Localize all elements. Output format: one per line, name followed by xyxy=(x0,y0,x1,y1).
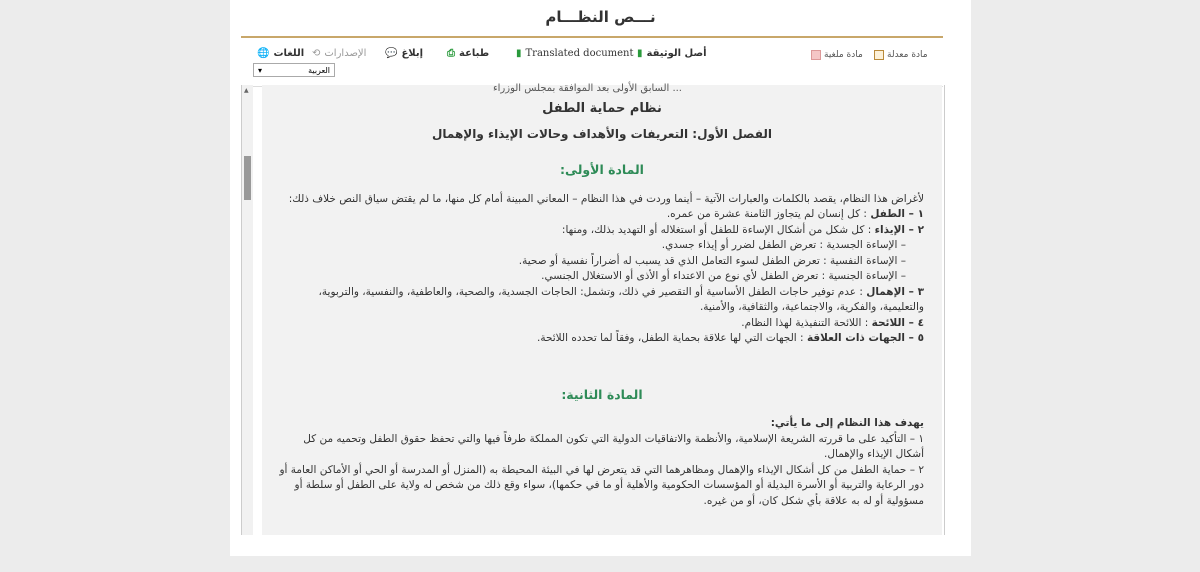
definition-text: : كل شكل من أشكال الإساءة للطفل أو استغلاله أو التهديد بذلك، ومنها: xyxy=(561,223,872,236)
amended-label: مادة معدلة xyxy=(887,50,928,60)
definition-text: : كل إنسان لم يتجاوز الثامنة عشرة من عمره. xyxy=(666,208,867,220)
file-icon: ▮ xyxy=(637,48,643,59)
languages-button[interactable] xyxy=(257,48,304,59)
repealed-swatch xyxy=(811,50,821,60)
document-body xyxy=(262,85,942,535)
definition-term: ٥ – الجهات ذات العلاقة xyxy=(806,332,924,344)
languages-label: اللغات xyxy=(273,48,305,59)
printer-icon: ⎙ xyxy=(447,48,455,59)
objective-item: ٢ – حماية الطفل من كل أشكال الإيذاء والإهمال ومظاهرهما التي قد يتعرض لها في البيئة المحيطة به (المنزل أو المدرسة أو الحي أو الأماكن العامة أو دور الرعاية والتربية أو الأسرة البديلة أو المؤسسات الحكومية والأهلية أو ما في حكمها)، سواء وقع ذلك من شخص له ولاية على الطفل أو سلطة أو مسؤولية أو له به علاقة بأي شكل كان، أو من غيره. xyxy=(279,463,924,507)
print-label: طباعة xyxy=(459,48,490,59)
globe-icon: 🌐 xyxy=(257,48,270,59)
repealed-legend xyxy=(811,50,863,60)
definition-item xyxy=(276,207,924,223)
amended-legend xyxy=(874,50,928,60)
scroll-thumb[interactable] xyxy=(244,156,251,200)
article-2-heading: المادة الثانية: xyxy=(561,386,643,402)
definition-item xyxy=(276,316,924,332)
definition-item xyxy=(276,331,924,347)
definition-term: ١ – الطفل xyxy=(870,208,924,220)
definition-term: ٢ – الإيذاء xyxy=(874,223,924,236)
objective-item: ١ – التأكيد على ما قررته الشريعة الإسلامية، والأنظمة والاتفاقيات الدولية التي تكون المملكة طرفاً فيها والتي تحفظ حقوق الطفل وتحميه من كل أشكال الإيذاء والإهمال. xyxy=(303,432,924,460)
sub-definition: – الإساءة النفسية : تعرض الطفل لسوء التعامل الذي قد يسبب له أضراراً نفسية أو صحية. xyxy=(518,254,906,267)
definition-term: ٣ – الإهمال xyxy=(866,285,924,298)
article-2-intro: يهدف هذا النظام إلى ما يأتي: xyxy=(770,417,924,429)
page-title: نـــص النظـــام xyxy=(545,8,656,26)
law-title: نظام حماية الطفل xyxy=(542,101,662,116)
scroll-up-icon[interactable]: ▲ xyxy=(244,87,249,94)
title-bar xyxy=(230,0,971,36)
article-1-heading: المادة الأولى: xyxy=(560,162,644,177)
document-card xyxy=(230,0,971,556)
original-label: أصل الوثيقة xyxy=(646,48,707,59)
scrollbar[interactable] xyxy=(242,85,253,535)
article-2-body xyxy=(262,416,942,509)
repealed-label: مادة ملغية xyxy=(824,50,863,60)
definition-term: ٤ – اللائحة xyxy=(871,316,924,329)
translated-document-button[interactable] xyxy=(516,48,634,59)
language-select[interactable] xyxy=(253,63,335,77)
cut-off-line: ... السابق الأولى بعد الموافقة بمجلس الوزراء xyxy=(492,83,682,94)
chat-icon: 💬 xyxy=(385,48,398,59)
versions-label: الإصدارات xyxy=(324,48,367,59)
versions-button[interactable] xyxy=(312,48,366,59)
file-icon: ▮ xyxy=(516,48,522,59)
definition-text: : الجهات التي لها علاقة بحماية الطفل، وفقاً لما تحدده اللائحة. xyxy=(536,332,804,344)
print-button[interactable] xyxy=(447,48,489,59)
definition-item xyxy=(276,223,924,239)
definition-item xyxy=(276,285,924,316)
report-button[interactable] xyxy=(385,48,423,59)
chapter-title: الفصل الأول: التعريفات والأهداف وحالات الإيذاء والإهمال xyxy=(432,126,772,141)
article-1-intro: لأغراض هذا النظام، يقصد بالكلمات والعبارات الآتية – أينما وردت في هذا النظام – المعاني المبينة أمام كل منها، ما لم يقتض سياق النص خلاف ذلك: xyxy=(288,192,924,205)
definition-text: : عدم توفير حاجات الطفل الأساسية أو التقصير في ذلك، وتشمل: الحاجات الجسدية، والصحية، والعاطفية، والنفسية، والتربوية، والتعليمية، والفكرية، والاجتماعية، والثقافية، والأمنية. xyxy=(318,285,924,313)
sub-definition: – الإساءة الجنسية : تعرض الطفل لأي نوع من الاعتداء أو الأذى أو الاستغلال الجنسي. xyxy=(541,270,906,282)
chevron-down-icon: ▾ xyxy=(258,65,263,75)
amended-swatch xyxy=(874,50,884,60)
definition-text: : اللائحة التنفيذية لهذا النظام. xyxy=(741,316,869,329)
document-viewer xyxy=(241,85,945,535)
language-selected-value: العربية xyxy=(308,65,330,75)
article-1-body xyxy=(262,192,942,347)
original-document-button[interactable] xyxy=(637,48,707,59)
sub-definition: – الإساءة الجسدية : تعرض الطفل لضرر أو إيذاء جسدي. xyxy=(661,239,906,251)
report-label: إبلاغ xyxy=(401,48,424,59)
history-icon: ⟲ xyxy=(312,48,321,59)
translated-label: Translated document xyxy=(525,48,634,59)
